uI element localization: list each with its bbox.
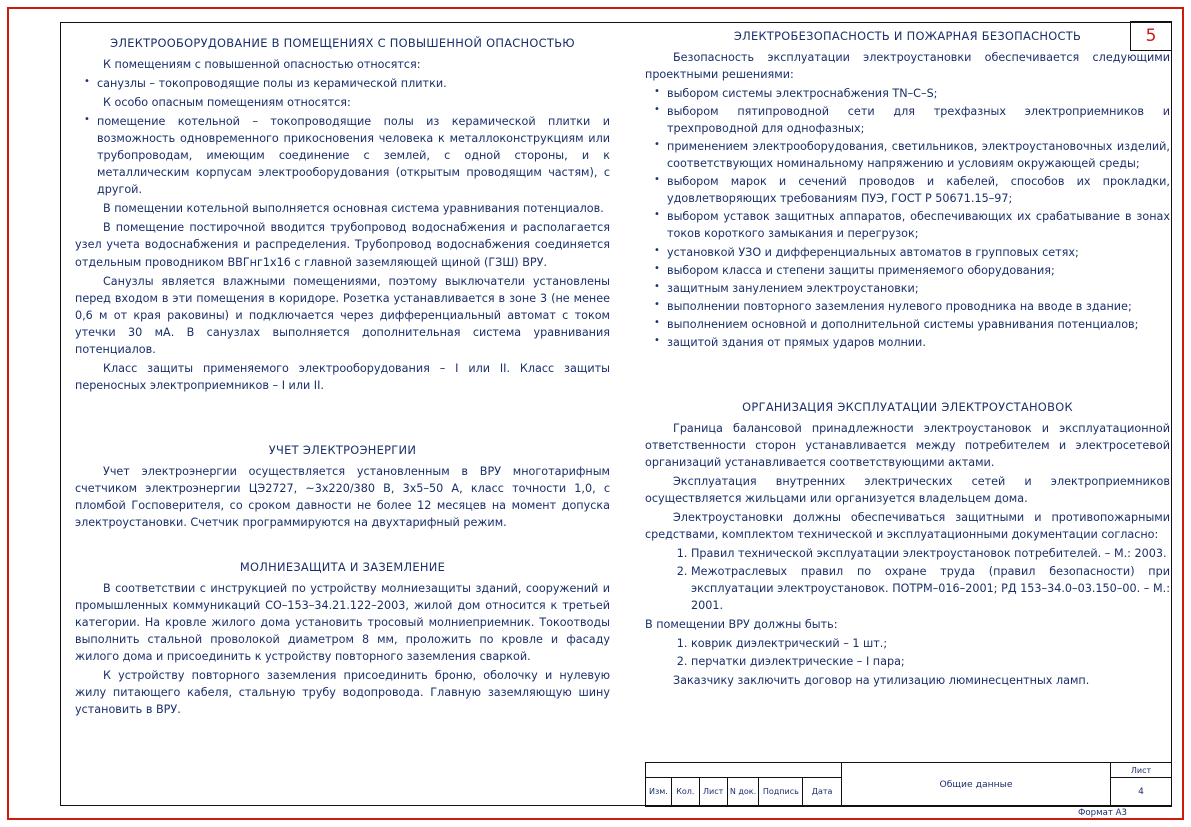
spacer [645, 353, 1170, 399]
sheet-label: Лист [1111, 763, 1171, 778]
operation-p4: В помещении ВРУ должны быть: [645, 618, 838, 632]
column-header-ndok: N док. [728, 778, 760, 805]
hazardous-p4: Класс защиты применяемого электрооборудования – I или II. Класс защиты переносных электроприемников – I или II. [75, 361, 610, 392]
section-title-operation-organization: ОРГАНИЗАЦИЯ ЭКСПЛУАТАЦИИ ЭЛЕКТРОУСТАНОВОК [742, 399, 1073, 414]
list-item: 2. перчатки диэлектрические – I пара; [691, 653, 1170, 670]
hazardous-bullet-list-2 [75, 113, 610, 198]
sheet-value: 4 [1138, 786, 1144, 797]
hazardous-intro-2: К особо опасным помещениям относятся: [103, 96, 351, 110]
operation-doc-list [645, 545, 1170, 614]
operation-p5: Заказчику заключить договор на утилизацию люминесцентных ламп. [673, 674, 1090, 688]
section-title-energy-metering: УЧЕТ ЭЛЕКТРОЭНЕРГИИ [268, 442, 417, 457]
title-block-sheet [1111, 763, 1171, 805]
list-item: • выбором марок и сечений проводов и кабелей, способов их прокладки, удовлетворяющих требованиям ПУЭ, ГОСТ Р 50671.15–97; [645, 173, 1170, 207]
hazardous-p2: В помещение постирочной вводится трубопровод водоснабжения и располагается узел учета водоснабжения и распределения. Трубопровод водоснабжения соединяется отдельным проводником ВВГнг1х16 с главной заземляющей щиной (ГЗШ) ВРУ. [75, 221, 610, 269]
right-text-column [645, 28, 1170, 691]
list-item: • выбором класса и степени защиты применяемого оборудования; [645, 262, 1170, 279]
hazardous-p3: Санузлы является влажными помещениями, поэтому выключатели установлены перед входом в эти помещения в коридоре. Розетка устанавливается в зоне 3 (не менее 0,6 м от края раковины) и подключается через дифференциальный автомат с током утечки 30 мА. В санузлах выполняется дополнительная система уравнивания потенциалов. [75, 274, 610, 356]
title-block-document-title: Общие данные [842, 763, 1111, 805]
hazardous-intro: К помещениям с повышенной опасностью относятся: [103, 58, 421, 72]
page-number: 5 [1145, 26, 1157, 46]
spacer [75, 396, 610, 442]
list-item: • выполнением основной и дополнительной системы уравнивания потенциалов; [645, 316, 1170, 333]
hazardous-p1: В помещении котельной выполняется основная система уравнивания потенциалов. [103, 202, 604, 216]
operation-equipment-list [645, 635, 1170, 670]
list-item: 1. Правил технической эксплуатации электроустановок потребителей. – М.: 2003. [691, 545, 1170, 562]
column-header-list: Лист [700, 778, 728, 805]
title-block [645, 762, 1172, 806]
operation-p2: Эксплуатация внутренних электрических сетей и электроприемников осуществляется жильцами или организуется владельцем дома. [645, 474, 1170, 505]
metering-p1: Учет электроэнергии осуществляется установленным в ВРУ многотарифным счетчиком электроэнергии ЦЭ2727, ~3х220/380 В, 3х5–50 А, класс точности 1,0, с пломбой Госповерителя, со сроком давности не более 12 месяцев на момент допуска электроустановки. Счетчик программируются на двухтарифный режим. [75, 464, 610, 529]
hazardous-bullet-list-1 [75, 75, 610, 92]
left-text-column [75, 35, 610, 720]
lightning-p1: В соответствии с инструкцией по устройству молниезащиты зданий, сооружений и промышленных коммуникаций СО–153–34.21.122–2003, жилой дом относится к третьей категории. На кровле жилого дома установить тросовый молниеприемник. Токоотводы выполнить стальной проволокой диаметром 8 мм, проложить по кровле и фасаду жилого дома и присоединить к устройству повторного заземления сваркой. [75, 582, 610, 664]
list-item: • выполнении повторного заземления нулевого проводника на вводе в здание; [645, 298, 1170, 315]
list-item: 1. коврик диэлектрический – 1 шт.; [691, 635, 1170, 652]
format-label: Формат А3 [1078, 808, 1127, 818]
operation-p1: Граница балансовой принадлежности электроустановок и эксплуатационной ответственности сторон устанавливается между потребителем и электросетевой организаций устанавливается соответствующими актами. [645, 421, 1170, 469]
list-item: 2. Межотраслевых правил по охране труда (правил безопасности) при эксплуатации электроустановок. ПОТРМ–016–2001; РД 153–34.0–03.150–00. – М.: 2001. [691, 563, 1170, 614]
list-item: • выбором пятипроводной сети для трехфазных электроприемников и трехпроводной для однофазных; [645, 103, 1170, 137]
section-title-electrical-fire-safety: ЭЛЕКТРОБЕЗОПАСНОСТЬ И ПОЖАРНАЯ БЕЗОПАСНОСТЬ [733, 29, 1082, 43]
column-header-podpis: Подпись [759, 778, 803, 805]
spacer [75, 533, 610, 559]
list-item: • применением электрооборудования, светильников, электроустановочных изделий, соответствующих номинальному напряжению и условиям окружающей среды; [645, 138, 1170, 172]
safety-intro: Безопасность эксплуатации электроустановки обеспечивается следующими проектными решениями: [645, 51, 1170, 82]
title-block-bottom-rule [645, 806, 1172, 807]
section-title-hazardous-rooms: ЭЛЕКТРООБОРУДОВАНИЕ В ПОМЕЩЕНИЯХ С ПОВЫШЕННОЙ ОПАСНОСТЬЮ [110, 36, 575, 50]
list-item: • защитой здания от прямых ударов молнии. [645, 334, 1170, 351]
list-item: • выбором системы электроснабжения TN–C–S; [645, 85, 1170, 102]
list-item: • помещение котельной – токопроводящие полы из керамической плитки и возможность одновременного прикосновения человека к металлоконструкциям или трубопроводам, имеющим соединение с землей, с одной стороны, и к металлическим корпусам электрооборудования (открытым проводящим частям), с другой. [75, 113, 610, 198]
operation-p3: Электроустановки должны обеспечиваться защитными и противопожарными средствами, комплектом технической и эксплуатационными документации согласно: [645, 511, 1170, 542]
section-title-lightning-protection: МОЛНИЕЗАЩИТА И ЗАЗЕМЛЕНИЕ [239, 560, 446, 575]
safety-bullet-list [645, 85, 1170, 350]
lightning-p2: К устройству повторного заземления присоединить броню, оболочку и нулевую жилу питающего кабеля, стальную трубу водопровода. Главную заземляющую шину установить в ВРУ. [75, 669, 610, 717]
list-item: • защитным занулением электроустановки; [645, 280, 1170, 297]
list-item: • санузлы – токопроводящие полы из керамической плитки. [75, 75, 610, 92]
column-header-kol: Кол. [672, 778, 700, 805]
title-block-revision-grid [646, 763, 842, 805]
list-item: • выбором уставок защитных аппаратов, обеспечивающих их срабатывание в зонах токов короткого замыкания и перегрузок; [645, 208, 1170, 242]
list-item: • установкой УЗО и дифференциальных автоматов в групповых сетях; [645, 244, 1170, 261]
title-block-revision-top [646, 763, 841, 778]
column-header-izm: Изм. [646, 778, 672, 805]
column-header-data: Дата [811, 787, 833, 796]
